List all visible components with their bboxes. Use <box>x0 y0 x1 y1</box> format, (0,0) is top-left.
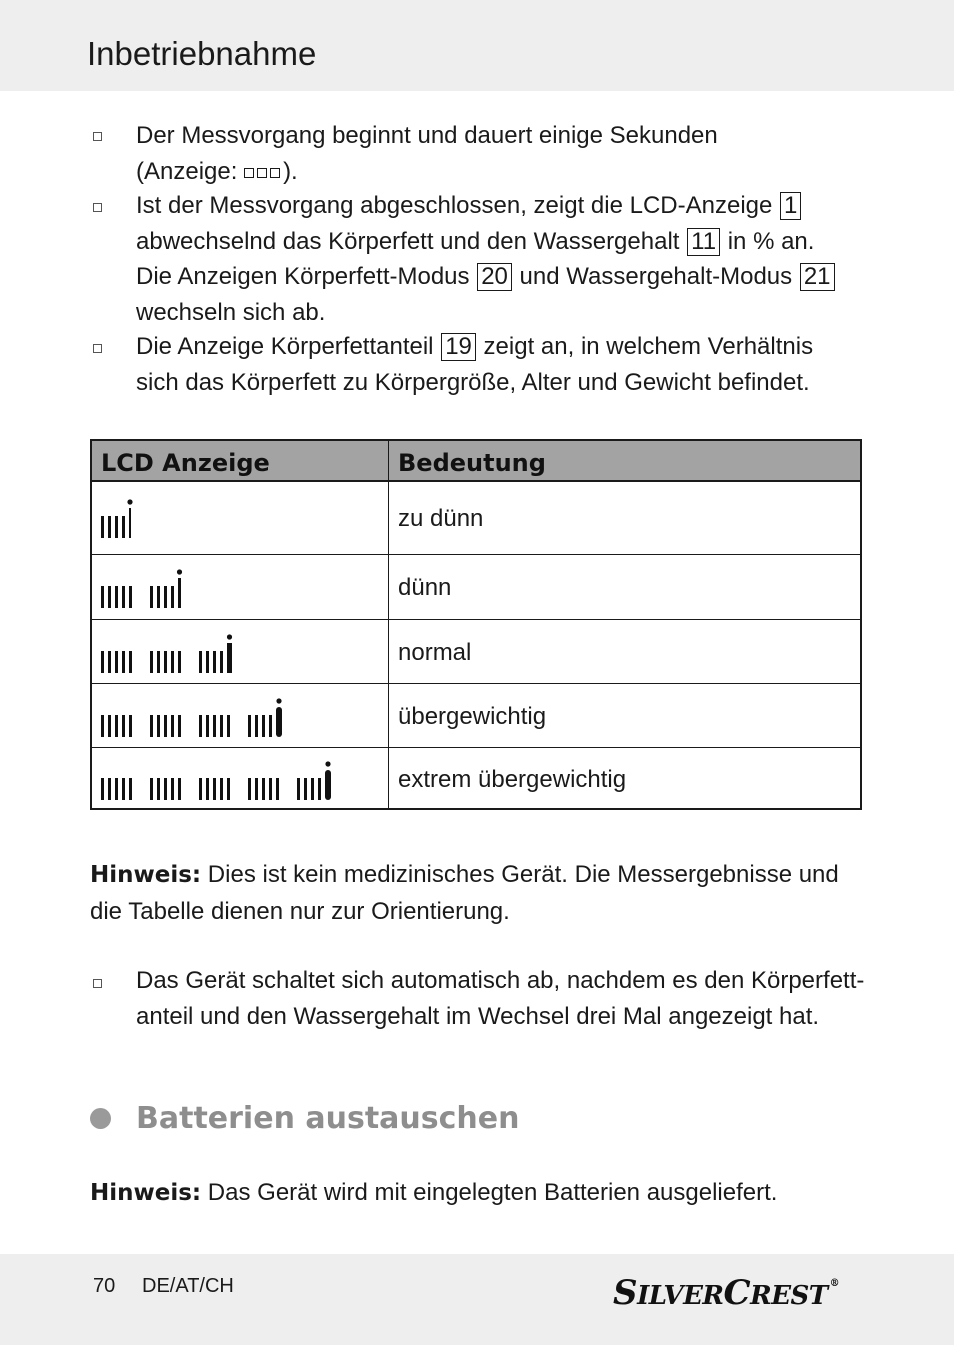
meaning-cell: normal <box>398 639 472 666</box>
lcd-pointer-dot <box>177 569 182 574</box>
lcd-bar <box>304 778 307 800</box>
lcd-bar <box>122 778 125 800</box>
step-text-segment: Die Anzeige Körperfettanteil <box>136 333 441 360</box>
lcd-bar <box>269 715 272 737</box>
column-header-meaning: Bedeutung <box>398 449 546 477</box>
section-bullet-icon <box>90 1108 111 1129</box>
lcd-bar <box>122 651 125 673</box>
lcd-indicator-icon <box>99 687 379 747</box>
note-text-line2: die Tabelle dienen nur zur Orientierung. <box>90 897 510 925</box>
lcd-bar <box>213 778 216 800</box>
checkbox-bullet-icon <box>93 132 102 141</box>
lcd-bar <box>255 715 258 737</box>
step-text-segment: ). <box>283 157 298 185</box>
step-text-segment: Ist der Messvorgang abgeschlossen, zeigt die LCD-Anzeige <box>136 192 780 219</box>
step-text-segment: wechseln sich ab. <box>136 298 326 326</box>
lcd-pointer-bar <box>325 770 331 800</box>
lcd-bar <box>101 586 104 608</box>
table-header <box>92 441 860 482</box>
step-text-segment: in % an. <box>721 227 815 255</box>
note-batteries <box>90 1175 870 1212</box>
lcd-bar <box>108 516 111 538</box>
step-text-segment: zeigt an, in welchem Verhältnis <box>476 333 814 360</box>
lcd-bar <box>255 778 258 800</box>
lcd-pointer-dot <box>276 698 281 703</box>
lcd-bar <box>311 778 314 800</box>
column-header-lcd: LCD Anzeige <box>101 449 270 477</box>
lcd-bar <box>199 778 202 800</box>
checkbox-bullet-icon <box>93 203 102 212</box>
lcd-bar <box>150 586 153 608</box>
lcd-bar <box>108 715 111 737</box>
lcd-bar <box>164 778 167 800</box>
lcd-bar <box>206 651 209 673</box>
step-text-segment: und Wassergehalt-Modus <box>512 263 799 290</box>
meaning-cell: extrem übergewichtig <box>398 766 627 793</box>
lcd-bar <box>129 651 132 673</box>
lcd-pointer-bar <box>227 643 232 673</box>
table-row <box>92 619 860 683</box>
lcd-bar <box>115 651 118 673</box>
lcd-bar <box>150 651 153 673</box>
lcd-bar <box>297 778 300 800</box>
reference-number-box: 19 <box>441 333 476 361</box>
lcd-bar <box>101 715 104 737</box>
step-text-segment: Der Messvorgang beginnt und dauert einige Sekunden <box>136 122 718 149</box>
step-text <box>136 188 866 330</box>
lcd-bar <box>171 778 174 800</box>
step-line1: Das Gerät schaltet sich automatisch ab, nachdem es den Körperfett- <box>136 967 865 994</box>
brand-logo: SILVERCREST ® <box>613 1273 840 1313</box>
note-medical <box>90 857 870 929</box>
lcd-bar <box>122 715 125 737</box>
lcd-bar <box>115 715 118 737</box>
lcd-bar <box>108 586 111 608</box>
lcd-bar <box>318 778 321 800</box>
lcd-bar <box>129 586 132 608</box>
step-text-segment: Die Anzeigen Körperfett-Modus <box>136 263 477 290</box>
lcd-bar <box>150 778 153 800</box>
step-text <box>136 118 866 189</box>
note-text: Das Gerät wird mit eingelegten Batterien ausgeliefert. <box>201 1179 778 1206</box>
note-label: Hinweis: <box>90 1180 202 1206</box>
lcd-bar <box>150 715 153 737</box>
lcd-bar <box>171 651 174 673</box>
lcd-indicator-icon <box>99 558 379 618</box>
lcd-bar <box>157 715 160 737</box>
lcd-bar <box>101 778 104 800</box>
lcd-bar <box>199 651 202 673</box>
note-text-line1: Dies ist kein medizinisches Gerät. Die Messergebnisse und <box>201 861 839 888</box>
page-title: Inbetriebnahme <box>87 35 317 72</box>
lcd-bar <box>227 715 230 737</box>
lcd-bar <box>157 651 160 673</box>
table-row <box>92 683 860 747</box>
step-text-segment: abwechselnd das Körperfett und den Wassergehalt <box>136 227 687 255</box>
locale-label: DE/AT/CH <box>142 1275 234 1297</box>
lcd-indicator-icon <box>99 623 379 683</box>
lcd-bar <box>122 516 125 538</box>
lcd-meaning-table <box>90 439 862 810</box>
lcd-indicator-icon <box>99 750 379 810</box>
section-heading: Batterien austauschen <box>136 1101 520 1136</box>
step-text-bottom <box>136 963 866 1034</box>
lcd-bar <box>220 715 223 737</box>
lcd-bar <box>122 586 125 608</box>
lcd-indicator-icon <box>99 488 379 548</box>
lcd-pointer-dot <box>325 761 330 766</box>
lcd-bar <box>248 715 251 737</box>
lcd-bar <box>220 778 223 800</box>
lcd-bar <box>213 715 216 737</box>
lcd-bar <box>248 778 251 800</box>
lcd-bar <box>108 651 111 673</box>
checkbox-bullet-icon <box>93 344 102 353</box>
step-text-segment: sich das Körperfett zu Körpergröße, Alter und Gewicht befindet. <box>136 368 810 396</box>
lcd-bar <box>164 586 167 608</box>
lcd-bar <box>206 715 209 737</box>
lcd-bar <box>178 778 181 800</box>
lcd-bar <box>262 715 265 737</box>
lcd-bar <box>199 715 202 737</box>
checkbox-bullet-icon <box>93 979 102 988</box>
lcd-pointer-dot <box>127 499 132 504</box>
table-row <box>92 747 860 808</box>
lcd-bar <box>157 778 160 800</box>
lcd-bar <box>115 778 118 800</box>
reference-number-box: 20 <box>477 263 512 291</box>
lcd-bar <box>129 715 132 737</box>
meaning-cell: dünn <box>398 574 452 601</box>
note-label: Hinweis: <box>90 862 202 888</box>
lcd-bar <box>101 651 104 673</box>
lcd-bar <box>178 715 181 737</box>
lcd-bar <box>178 651 181 673</box>
reference-number-box: 11 <box>687 228 720 256</box>
meaning-cell: zu dünn <box>398 505 484 532</box>
lcd-bar <box>115 586 118 608</box>
three-squares-icon <box>244 158 283 185</box>
lcd-pointer-bar <box>129 508 131 538</box>
lcd-bar <box>171 586 174 608</box>
lcd-bar <box>101 516 104 538</box>
table-row <box>92 554 860 619</box>
step-line2: anteil und den Wassergehalt im Wechsel drei Mal angezeigt hat. <box>136 1002 820 1030</box>
meaning-cell: übergewichtig <box>398 703 547 730</box>
lcd-bar <box>108 778 111 800</box>
lcd-bar <box>220 651 223 673</box>
reference-number-box: 21 <box>800 263 835 291</box>
lcd-pointer-bar <box>178 578 181 608</box>
lcd-pointer-dot <box>227 634 232 639</box>
lcd-bar <box>269 778 272 800</box>
lcd-bar <box>164 715 167 737</box>
lcd-bar <box>164 651 167 673</box>
page-number: 70 <box>93 1275 116 1297</box>
lcd-bar <box>157 586 160 608</box>
lcd-bar <box>262 778 265 800</box>
table-row <box>92 482 860 554</box>
reference-number-box: 1 <box>780 192 801 220</box>
lcd-bar <box>115 516 118 538</box>
step-text-segment: (Anzeige: <box>136 157 245 185</box>
lcd-bar <box>227 778 230 800</box>
lcd-bar <box>276 778 279 800</box>
lcd-bar <box>206 778 209 800</box>
step-text <box>136 329 866 400</box>
lcd-bar <box>171 715 174 737</box>
lcd-bar <box>213 651 216 673</box>
lcd-bar <box>129 778 132 800</box>
lcd-pointer-bar <box>276 707 282 737</box>
